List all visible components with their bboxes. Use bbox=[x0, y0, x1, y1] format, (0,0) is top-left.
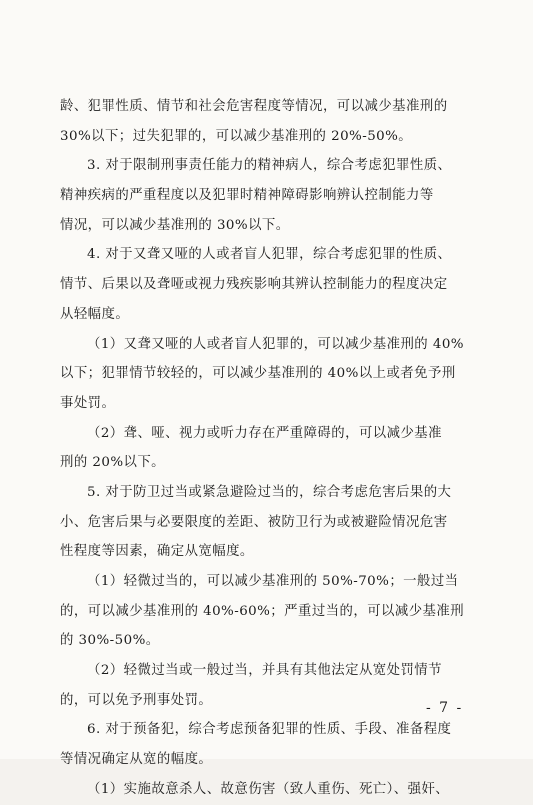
text-line: 情况，可以减少基准刑的 30%以下。 bbox=[60, 217, 290, 233]
text-line: 小、危害后果与必要限度的差距、被防卫行为或被避险情况危害 bbox=[60, 514, 448, 530]
text-line: （1）又聋又哑的人或者盲人犯罪的，可以减少基准刑的 40% bbox=[87, 336, 464, 352]
text-line: （2）聋、哑、视力或听力存在严重障碍的，可以减少基准 bbox=[87, 425, 442, 441]
body-text bbox=[60, 92, 478, 805]
text-line: （1）轻微过当的，可以减少基准刑的 50%-70%；一般过当 bbox=[87, 574, 459, 589]
text-line: 以下；犯罪情节较轻的，可以减少基准刑的 40%以上或者免予刑 bbox=[60, 366, 456, 382]
text-line: 性程度等因素，确定从宽幅度。 bbox=[60, 544, 254, 560]
text-line: 情节、后果以及聋哑或视力残疾影响其辨认控制能力的程度决定 bbox=[60, 277, 448, 293]
text-line: 精神疾病的严重程度以及犯罪时精神障碍影响辨认控制能力等 bbox=[60, 188, 434, 204]
text-line: 的，可以免予刑事处罚。 bbox=[60, 692, 213, 708]
text-line: 5. 对于防卫过当或紧急避险过当的，综合考虑危害后果的大 bbox=[87, 484, 452, 500]
page-number: - 7 - bbox=[426, 700, 464, 716]
text-line: （1）实施故意杀人、故意伤害（致人重伤、死亡）、强奸、 bbox=[87, 781, 450, 797]
text-line: 3. 对于限制刑事责任能力的精神病人，综合考虑犯罪性质、 bbox=[87, 158, 452, 174]
text-line: 6. 对于预备犯，综合考虑预备犯罪的性质、手段、准备程度 bbox=[87, 722, 452, 738]
text-line: 从轻幅度。 bbox=[60, 306, 130, 322]
text-line: 4. 对于又聋又哑的人或者盲人犯罪，综合考虑犯罪的性质、 bbox=[87, 247, 452, 263]
text-line: 事处罚。 bbox=[60, 395, 116, 411]
text-line: 刑的 20%以下。 bbox=[60, 455, 166, 471]
text-line: 等情况确定从宽的幅度。 bbox=[60, 752, 213, 768]
text-line: 30%以下；过失犯罪的，可以减少基准刑的 20%-50%。 bbox=[60, 128, 413, 144]
text-line: 的，可以减少基准刑的 40%-60%；严重过当的，可以减少基准刑 bbox=[60, 603, 465, 619]
text-line: （2）轻微过当或一般过当，并具有其他法定从宽处罚情节 bbox=[87, 663, 442, 679]
text-line: 龄、犯罪性质、情节和社会危害程度等情况，可以减少基准刑的 bbox=[60, 99, 448, 114]
text-line: 的 30%-50%。 bbox=[60, 633, 160, 649]
